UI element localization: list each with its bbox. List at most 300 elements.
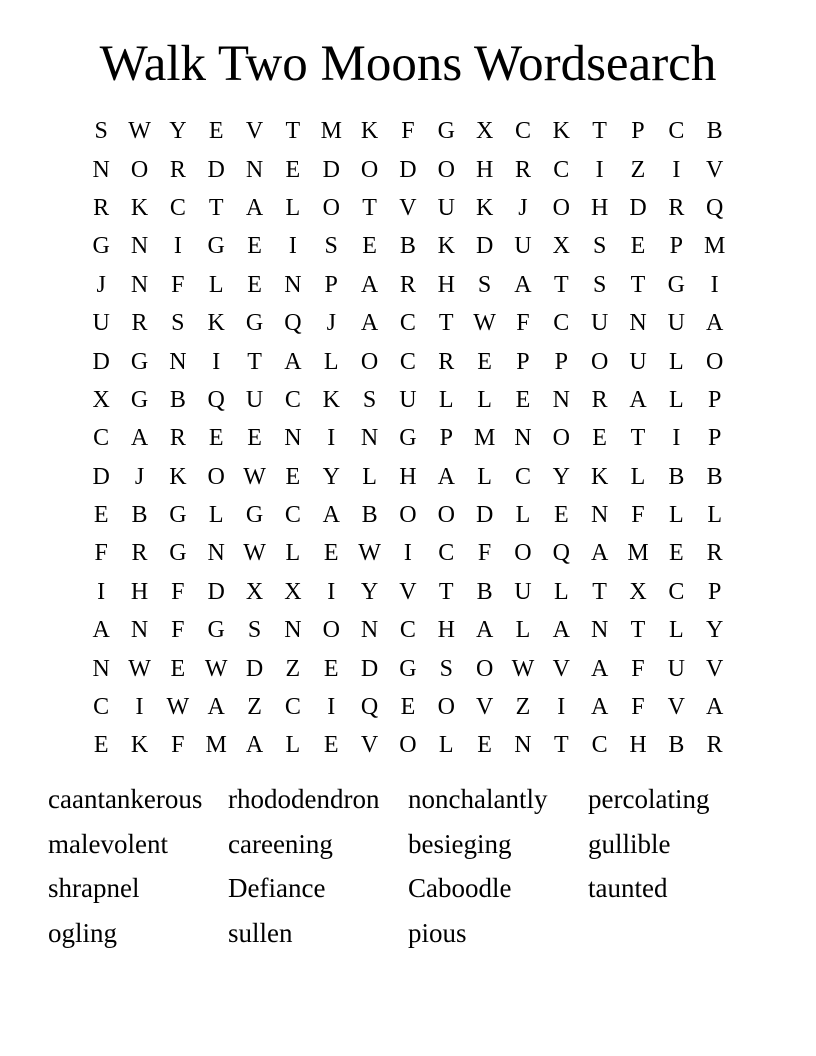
grid-letter: C [284,502,301,529]
grid-letter: L [285,194,301,221]
grid-letter: K [552,118,570,145]
grid-letter: S [592,233,607,260]
grid-letter: E [247,425,262,452]
grid-letter: R [131,540,148,567]
grid-letter: O [437,694,455,721]
grid-letter: X [629,578,647,605]
grid-letter: D [207,578,225,605]
grid-letter: I [327,425,336,452]
grid-letter: X [284,578,302,605]
grid-letter: M [205,732,227,759]
grid-letter: F [631,502,645,529]
grid-letter: A [245,194,264,221]
grid-letter: Y [322,463,340,490]
grid-letter: C [591,732,608,759]
grid-letter: A [437,463,455,490]
grid-letter: O [322,194,340,221]
grid-letter: V [552,655,570,682]
grid-letter: S [171,310,185,337]
grid-letter: T [438,578,454,605]
grid-letter: R [591,386,608,413]
grid-letter: I [327,578,336,605]
grid-letter: Q [360,694,379,721]
grid-letter: X [245,578,264,605]
word-list-item: Defiance [228,873,326,904]
grid-letter: E [285,156,301,183]
grid-letter: S [362,386,377,413]
grid-letter: E [362,233,377,260]
grid-letter: R [706,732,723,759]
grid-letter: E [630,233,646,260]
grid-letter: E [323,540,339,567]
grid-letter: O [130,156,149,183]
grid-letter: E [93,502,109,529]
grid-letter: B [706,118,723,145]
grid-letter: W [473,310,496,337]
grid-letter: O [552,194,570,221]
grid-letter: V [245,118,264,145]
grid-letter: K [360,118,379,145]
grid-letter: L [668,386,684,413]
grid-letter: J [518,194,528,221]
word-list-item: shrapnel [48,873,140,904]
grid-letter: I [557,694,566,721]
grid-letter: V [360,732,379,759]
grid-letter: P [324,271,338,298]
grid-letter: J [326,310,336,337]
grid-row [82,381,734,419]
grid-letter: E [247,233,262,260]
grid-letter: E [477,732,492,759]
grid-letter: F [171,578,185,605]
grid-letter: R [706,540,723,567]
grid-letter: E [592,425,607,452]
grid-letter: Q [284,310,302,337]
word-list-item: Caboodle [408,873,512,904]
grid-letter: D [475,233,494,260]
grid-letter: V [399,194,417,221]
grid-letter: M [320,118,342,145]
grid-letter: I [327,694,336,721]
grid-letter: Z [247,694,262,721]
grid-letter: L [208,271,224,298]
word-list-item: sullen [228,918,293,949]
grid-letter: L [362,463,377,490]
page-title: Walk Two Moons Wordsearch [99,36,717,92]
grid-letter: E [93,732,109,759]
grid-letter: I [212,348,221,375]
grid-letter: A [360,271,379,298]
grid-letter: L [630,463,646,490]
grid-letter: K [322,386,340,413]
grid-letter: O [437,502,455,529]
grid-letter: W [243,463,266,490]
grid-letter: L [323,348,339,375]
grid-letter: H [399,463,417,490]
grid-letter: H [437,617,455,644]
grid-letter: G [169,502,187,529]
grid-letter: L [285,732,301,759]
grid-letter: N [169,348,187,375]
grid-letter: S [477,271,492,298]
grid-row [82,496,734,534]
grid-row [82,266,734,304]
grid-letter: R [438,348,455,375]
grid-letter: B [476,578,493,605]
grid-letter: T [247,348,262,375]
grid-letter: E [400,694,416,721]
grid-letter: V [667,694,685,721]
word-list-item: besieging [408,828,512,859]
grid-letter: C [93,425,110,452]
grid-letter: M [627,540,649,567]
grid-letter: F [94,540,108,567]
grid-letter: V [399,578,417,605]
grid-letter: L [515,617,531,644]
grid-letter: W [511,655,535,682]
grid-letter: N [552,386,570,413]
grid-letter: Y [552,463,570,490]
grid-letter: M [473,425,496,452]
grid-letter: D [629,194,647,221]
grid-letter: C [399,617,416,644]
grid-letter: H [130,578,149,605]
grid-letter: E [515,386,531,413]
grid-letter: A [245,732,264,759]
grid-letter: U [437,194,455,221]
grid-letter: U [590,310,609,337]
grid-letter: I [288,233,297,260]
grid-letter: I [173,233,182,260]
grid-letter: O [706,348,724,375]
grid-letter: U [514,233,532,260]
grid-letter: W [166,694,190,721]
grid-letter: S [247,617,262,644]
grid-letter: C [399,348,416,375]
grid-letter: Y [706,617,724,644]
letter-grid [82,112,734,765]
grid-letter: M [704,233,726,260]
grid-letter: B [131,502,148,529]
grid-letter: G [667,271,685,298]
grid-letter: L [285,540,301,567]
grid-letter: T [553,732,569,759]
grid-letter: L [477,463,492,490]
grid-letter: V [475,694,494,721]
word-list-item: careening [228,828,333,859]
grid-letter: G [92,233,110,260]
grid-row [82,534,734,572]
grid-row [82,649,734,687]
grid-letter: P [516,348,530,375]
grid-letter: E [208,118,224,145]
grid-letter: N [130,617,149,644]
grid-letter: R [169,156,186,183]
grid-letter: N [514,425,532,452]
grid-letter: T [592,578,607,605]
grid-letter: P [707,578,722,605]
grid-letter: K [207,310,225,337]
grid-letter: A [284,348,302,375]
grid-letter: K [130,194,149,221]
grid-letter: T [208,194,224,221]
grid-letter: L [515,502,531,529]
word-list-item: caantankerous [48,784,203,814]
grid-letter: D [475,502,494,529]
grid-letter: A [590,540,609,567]
grid-letter: N [284,617,302,644]
grid-letter: L [208,502,224,529]
grid-letter: R [399,271,416,298]
grid-letter: E [208,425,224,452]
grid-letter: L [438,386,454,413]
grid-letter: E [323,655,339,682]
grid-letter: R [169,425,186,452]
grid-letter: E [323,732,339,759]
grid-letter: Z [515,694,531,721]
grid-letter: C [169,194,186,221]
grid-letter: Y [169,118,187,145]
grid-letter: D [92,348,110,375]
grid-letter: K [130,732,149,759]
grid-letter: U [667,310,685,337]
grid-letter: L [707,502,722,529]
grid-letter: R [93,194,110,221]
grid-row [82,688,734,726]
grid-letter: N [284,425,302,452]
grid-letter: E [170,655,186,682]
grid-letter: N [207,540,225,567]
word-list-item: gullible [588,828,671,859]
grid-letter: G [130,386,149,413]
grid-letter: C [93,694,110,721]
grid-row [82,573,734,611]
grid-letter: D [399,156,417,183]
grid-letter: O [399,502,417,529]
grid-letter: L [438,732,454,759]
grid-letter: W [358,540,381,567]
grid-letter: N [360,617,379,644]
grid-letter: W [243,540,266,567]
grid-letter: A [514,271,532,298]
grid-letter: A [130,425,149,452]
grid-row [82,150,734,188]
grid-letter: B [399,233,416,260]
grid-letter: Z [630,156,646,183]
grid-letter: A [629,386,647,413]
grid-letter: C [514,463,531,490]
word-list-item: pious [408,918,467,949]
grid-letter: R [131,310,148,337]
grid-letter: W [128,655,151,682]
grid-letter: B [668,732,685,759]
grid-letter: L [668,348,684,375]
grid-letter: F [171,617,185,644]
grid-row [82,227,734,265]
grid-letter: X [92,386,110,413]
grid-letter: K [590,463,609,490]
word-list-item: rhododendron [228,784,380,814]
grid-letter: H [629,732,647,759]
grid-letter: C [514,118,531,145]
grid-letter: J [134,463,145,490]
grid-letter: P [554,348,568,375]
grid-letter: O [437,156,455,183]
grid-row [82,611,734,649]
grid-letter: Y [360,578,379,605]
grid-letter: C [284,386,301,413]
grid-letter: O [322,617,340,644]
grid-letter: I [97,578,106,605]
grid-letter: F [631,655,645,682]
grid-letter: A [207,694,225,721]
grid-letter: T [630,617,646,644]
grid-letter: E [477,348,492,375]
grid-letter: R [514,156,531,183]
grid-letter: F [171,732,185,759]
grid-letter: P [707,386,722,413]
grid-letter: Z [285,655,301,682]
grid-letter: T [592,118,607,145]
grid-letter: G [437,118,455,145]
grid-letter: O [590,348,609,375]
grid-letter: L [668,502,684,529]
grid-letter: I [672,425,681,452]
grid-letter: A [360,310,379,337]
grid-letter: A [706,694,724,721]
grid-letter: T [285,118,301,145]
grid-letter: A [706,310,724,337]
grid-letter: A [322,502,340,529]
grid-letter: A [590,694,609,721]
grid-letter: G [169,540,187,567]
grid-letter: O [475,655,494,682]
grid-letter: N [284,271,302,298]
grid-letter: G [130,348,149,375]
grid-letter: L [477,386,492,413]
grid-letter: D [360,655,379,682]
word-list-item: percolating [588,784,710,814]
grid-letter: C [668,118,685,145]
grid-letter: N [130,271,149,298]
grid-letter: I [672,156,681,183]
grid-letter: O [360,348,379,375]
grid-letter: L [668,617,684,644]
grid-letter: N [590,502,609,529]
grid-letter: H [475,156,494,183]
grid-letter: I [595,156,604,183]
grid-letter: B [668,463,685,490]
grid-letter: E [247,271,262,298]
grid-letter: I [710,271,719,298]
grid-letter: D [92,463,110,490]
grid-letter: C [399,310,416,337]
grid-letter: T [630,271,646,298]
grid-letter: P [669,233,683,260]
grid-row [82,458,734,496]
grid-letter: O [360,156,379,183]
grid-letter: S [592,271,607,298]
grid-letter: X [475,118,494,145]
grid-letter: A [92,617,110,644]
grid-letter: F [477,540,492,567]
grid-letter: H [590,194,609,221]
grid-letter: B [706,463,723,490]
grid-letter: T [438,310,454,337]
grid-row [82,189,734,227]
grid-letter: S [324,233,338,260]
grid-row [82,726,734,764]
grid-letter: W [204,655,228,682]
grid-letter: R [668,194,685,221]
grid-letter: B [169,386,186,413]
grid-letter: Q [207,386,225,413]
grid-letter: I [403,540,412,567]
grid-letter: K [437,233,455,260]
grid-letter: N [245,156,264,183]
grid-letter: U [667,655,685,682]
grid-letter: B [361,502,378,529]
grid-letter: G [207,617,225,644]
grid-letter: K [475,194,494,221]
grid-letter: O [552,425,570,452]
grid-letter: T [630,425,646,452]
grid-letter: F [171,271,185,298]
grid-letter: P [439,425,453,452]
grid-letter: P [631,118,645,145]
grid-letter: C [668,578,685,605]
grid-letter: E [668,540,684,567]
grid-letter: N [130,233,149,260]
grid-letter: N [629,310,647,337]
grid-letter: U [92,310,110,337]
grid-letter: U [245,386,264,413]
grid-letter: X [552,233,570,260]
grid-letter: J [96,271,106,298]
grid-letter: H [437,271,455,298]
grid-letter: V [706,655,724,682]
grid-row [82,304,734,342]
grid-letter: N [92,655,110,682]
grid-letter: G [245,502,264,529]
grid-letter: G [207,233,225,260]
grid-letter: U [629,348,647,375]
grid-letter: D [322,156,340,183]
grid-row [82,419,734,457]
grid-letter: E [553,502,569,529]
grid-letter: F [516,310,530,337]
grid-row [82,112,734,150]
grid-letter: C [284,694,301,721]
grid-letter: Q [706,194,724,221]
grid-letter: T [553,271,569,298]
grid-letter: Q [552,540,570,567]
word-list-item: ogling [48,918,118,949]
grid-letter: U [514,578,532,605]
grid-letter: G [245,310,264,337]
grid-letter: I [135,694,144,721]
grid-letter: C [553,156,570,183]
grid-letter: N [514,732,532,759]
grid-letter: K [169,463,187,490]
word-list-item: taunted [588,873,668,904]
word-list [48,777,768,956]
grid-letter: T [362,194,377,221]
grid-letter: C [553,310,570,337]
grid-letter: P [707,425,722,452]
grid-letter: V [706,156,724,183]
grid-letter: C [438,540,455,567]
